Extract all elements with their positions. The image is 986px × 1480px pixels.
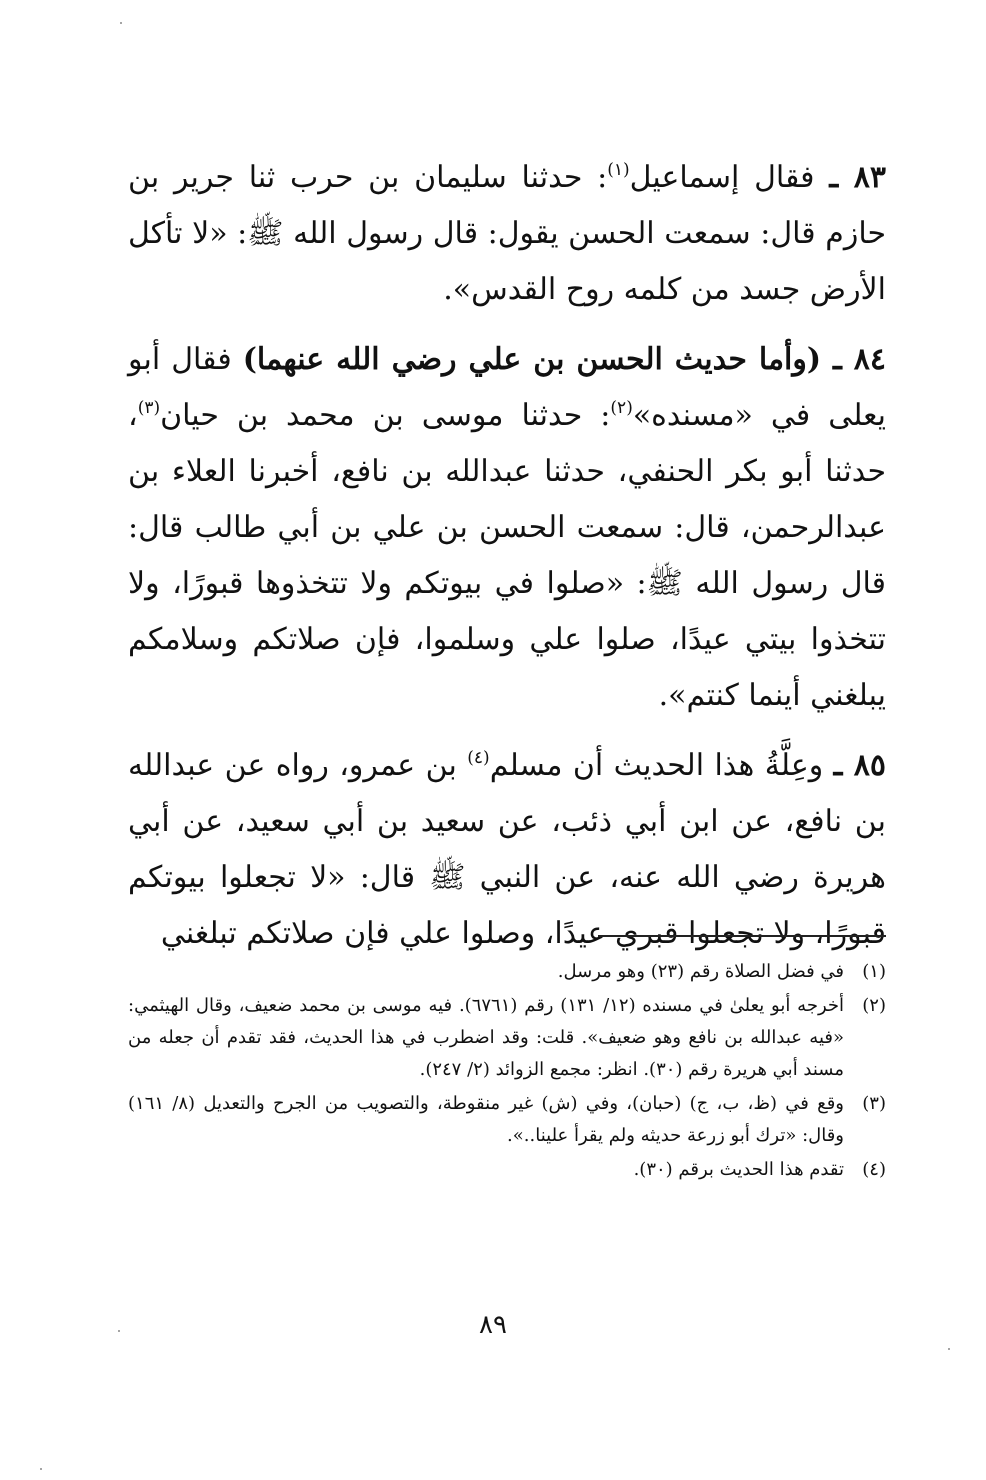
footnote-2: [128, 990, 886, 1086]
paragraph-text: وعِلَّةُ هذا الحديث أن مسلم: [489, 748, 834, 783]
footnote-text: أخرجه أبو يعلىٰ في مسنده (١٢/ ١٣١) رقم (٦٧٦١). فيه موسى بن محمد ضعيف، وقال الهيثمي: «فيه عبدالله بن نافع وهو ضعيف». قلت: وقد اضطرب في هذا الحديث، فقد تقدم أن جعله من مسند أبي هريرة رقم (٣٠). انظر: مجمع الزوائد (٢/ ٢٤٧).: [128, 995, 845, 1080]
footnote-1: [128, 956, 886, 988]
paragraph-text: : حدثنا سليمان بن حرب ثنا جرير بن حازم قال: سمعت الحسن يقول: قال رسول الله ﷺ: «لا تأكل الأرض جسد من كلمه روح القدس».: [128, 160, 886, 307]
paragraph-84: [128, 332, 886, 724]
scan-speck: [118, 1330, 120, 1332]
footnote-number: (١): [862, 961, 886, 982]
footnote-4: [128, 1154, 886, 1186]
paragraph-text: بن عمرو، رواه عن عبدالله بن نافع، عن ابن أبي ذئب، عن سعيد بن أبي سعيد، عن أبي هريرة رضي الله عنه، عن النبي ﷺ قال: «لا تجعلوا بيوتكم قبورًا، ولا تجعلوا قبري عيدًا، وصلوا علي فإن صلاتكم تبلغني: [128, 748, 886, 951]
paragraph-number: ٨٣ ـ: [829, 160, 887, 195]
paragraph-85: [128, 738, 886, 962]
paragraph-text: فقال أبو يعلى في «مسنده»: [128, 342, 886, 433]
scan-speck: [40, 1468, 42, 1470]
paragraph-83: [128, 150, 886, 318]
footnote-separator: [598, 935, 886, 937]
page-number: ٨٩: [479, 1310, 507, 1340]
paragraph-text: : حدثنا موسى بن محمد بن حيان: [160, 398, 611, 433]
footnote-text: تقدم هذا الحديث برقم (٣٠).: [633, 1159, 844, 1180]
footnote-number: (٢): [862, 995, 886, 1016]
footnote-reference[interactable]: (٤): [467, 748, 490, 768]
footnote-3: [128, 1088, 886, 1152]
paragraph-number: ٨٥ ـ: [833, 748, 887, 783]
footnote-text: في فضل الصلاة رقم (٢٣) وهو مرسل.: [557, 961, 844, 982]
paragraph-text: ، حدثنا أبو بكر الحنفي، حدثنا عبدالله بن نافع، أخبرنا العلاء بن عبدالرحمن، قال: سمعت الحسن بن علي بن أبي طالب قال: قال رسول الله ﷺ: «صلوا في بيوتكم ولا تتخذوها قبورًا، ولا تتخذوا بيتي عيدًا، صلوا علي وسلموا، فإن صلاتكم وسلامكم يبلغني أينما كنتم».: [128, 398, 886, 713]
scan-speck: [120, 22, 122, 24]
footnote-text: وقع في (ظ، ب، ج) (حبان)، وفي (ش) غير منقوطة، والتصويب من الجرح والتعديل (٨/ ١٦١) وقال: «ترك أبو زرعة حديثه ولم يقرأ علينا..».: [128, 1093, 844, 1146]
scan-speck: [948, 1348, 950, 1350]
paragraph-number: ٨٤ ـ: [833, 342, 886, 377]
paragraph-text: فقال إسماعيل: [629, 160, 830, 195]
footnotes: [128, 956, 886, 1188]
footnote-reference[interactable]: (٣): [137, 398, 161, 418]
footnote-number: (٣): [862, 1093, 886, 1114]
section-heading-inline: (وأما حديث الحسن بن علي رضي الله عنهما): [242, 342, 834, 377]
footnote-reference[interactable]: (١): [607, 160, 630, 180]
main-text: [128, 150, 886, 976]
footnote-number: (٤): [862, 1159, 886, 1180]
footnote-reference[interactable]: (٢): [610, 398, 633, 418]
